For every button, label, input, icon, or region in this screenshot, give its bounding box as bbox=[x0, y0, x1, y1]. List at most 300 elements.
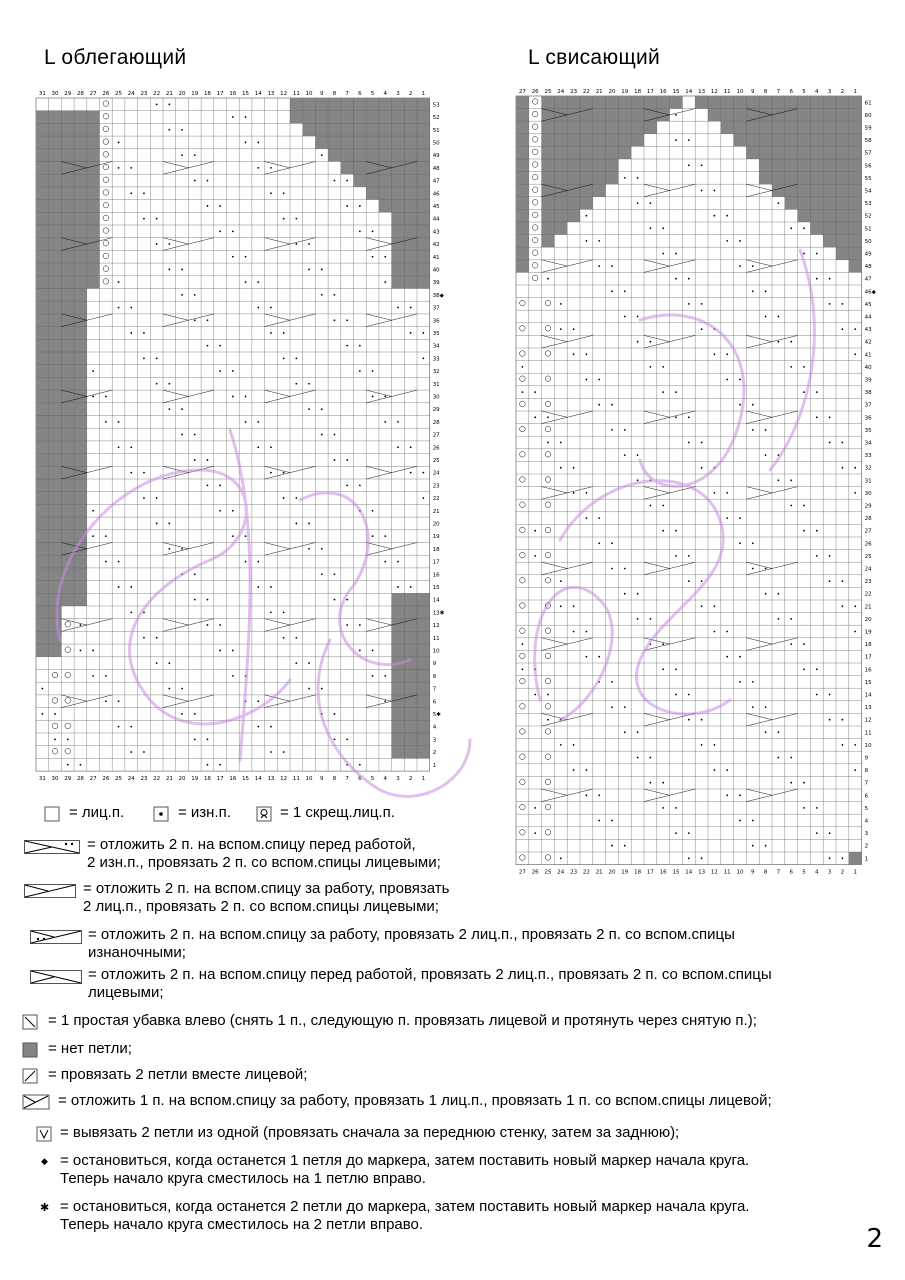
purl-mark bbox=[662, 366, 664, 368]
purl-mark bbox=[726, 517, 728, 519]
no-stitch-cell bbox=[417, 136, 430, 149]
purl-mark bbox=[650, 479, 652, 481]
no-stitch-cell bbox=[554, 134, 567, 147]
row-label: 30 bbox=[864, 490, 872, 497]
no-stitch-cell bbox=[849, 184, 862, 197]
no-stitch-cell bbox=[36, 162, 49, 175]
purl-mark bbox=[790, 366, 792, 368]
purl-mark bbox=[168, 103, 170, 105]
row-label: 4 bbox=[432, 724, 437, 731]
purl-mark bbox=[803, 227, 805, 229]
purl-mark bbox=[384, 700, 386, 702]
no-stitch-cell bbox=[593, 121, 606, 134]
no-stitch-cell bbox=[516, 121, 529, 134]
column-label: 10 bbox=[305, 91, 313, 97]
purl-mark bbox=[118, 700, 120, 702]
purl-mark bbox=[598, 265, 600, 267]
purl-mark bbox=[842, 857, 844, 859]
purl-mark bbox=[598, 794, 600, 796]
no-stitch-cell bbox=[746, 121, 759, 134]
no-stitch-cell bbox=[74, 568, 87, 581]
no-stitch-cell bbox=[392, 111, 405, 124]
row-label: 19 bbox=[432, 534, 440, 541]
row-label: 21 bbox=[432, 508, 440, 515]
no-stitch-cell bbox=[417, 619, 430, 632]
no-stitch-cell bbox=[328, 123, 341, 136]
purl-mark bbox=[688, 832, 690, 834]
purl-mark bbox=[54, 713, 56, 715]
column-label: 8 bbox=[763, 869, 768, 876]
no-stitch-cell bbox=[74, 225, 87, 238]
row-label: 10 bbox=[864, 742, 872, 749]
purl-mark bbox=[701, 442, 703, 444]
no-stitch-cell bbox=[49, 543, 62, 556]
no-stitch-cell bbox=[810, 172, 823, 185]
row-label: 46◆ bbox=[864, 289, 876, 296]
no-stitch-cell bbox=[849, 197, 862, 210]
no-stitch-cell bbox=[404, 225, 417, 238]
no-stitch-cell bbox=[417, 98, 430, 111]
purl-mark bbox=[752, 845, 754, 847]
no-stitch-cell bbox=[554, 184, 567, 197]
column-label: 4 bbox=[383, 776, 387, 783]
no-stitch-cell bbox=[404, 720, 417, 733]
no-stitch-cell bbox=[61, 238, 74, 251]
no-stitch-cell bbox=[836, 146, 849, 159]
purl-mark bbox=[714, 328, 716, 330]
purl-mark bbox=[422, 332, 424, 334]
no-stitch-cell bbox=[404, 695, 417, 708]
purl-mark bbox=[130, 332, 132, 334]
row-label: 1 bbox=[864, 856, 869, 863]
purl-mark bbox=[778, 731, 780, 733]
purl-mark bbox=[803, 668, 805, 670]
no-stitch-cell bbox=[810, 184, 823, 197]
purl-mark bbox=[598, 240, 600, 242]
no-stitch-cell bbox=[798, 134, 811, 147]
purl-mark bbox=[522, 366, 524, 368]
no-stitch-cell bbox=[366, 174, 379, 187]
chart-title-left: L облегающий bbox=[44, 46, 187, 69]
no-stitch-cell bbox=[516, 247, 529, 260]
purl-mark bbox=[245, 281, 247, 283]
row-label: 20 bbox=[432, 521, 440, 528]
row-label: 48 bbox=[432, 165, 440, 172]
row-label: 8 bbox=[864, 768, 869, 775]
row-label: 24 bbox=[432, 470, 440, 477]
purl-mark bbox=[534, 807, 536, 809]
no-stitch-cell bbox=[606, 96, 619, 109]
no-stitch-cell bbox=[542, 209, 555, 222]
no-stitch-cell bbox=[746, 109, 759, 122]
no-stitch-cell bbox=[516, 172, 529, 185]
no-stitch-cell bbox=[593, 96, 606, 109]
legend-cable-d-line2: лицевыми; bbox=[88, 984, 164, 1001]
purl-mark bbox=[359, 345, 361, 347]
purl-mark bbox=[586, 794, 588, 796]
no-stitch-cell bbox=[49, 492, 62, 505]
purl-mark bbox=[765, 845, 767, 847]
no-stitch-cell bbox=[303, 111, 316, 124]
no-stitch-cell bbox=[49, 200, 62, 213]
no-stitch-cell bbox=[379, 200, 392, 213]
row-label: 26 bbox=[864, 541, 872, 548]
purl-mark bbox=[726, 656, 728, 658]
purl-mark bbox=[560, 605, 562, 607]
purl-mark bbox=[752, 404, 754, 406]
no-stitch-cell bbox=[554, 222, 567, 235]
purl-mark bbox=[67, 764, 69, 766]
column-label: 20 bbox=[608, 869, 616, 876]
no-stitch-cell bbox=[849, 121, 862, 134]
column-label: 21 bbox=[595, 869, 603, 876]
row-label: 33 bbox=[864, 453, 872, 460]
no-stitch-cell bbox=[417, 606, 430, 619]
no-stitch-cell bbox=[554, 172, 567, 185]
column-label: 17 bbox=[646, 869, 654, 876]
purl-mark bbox=[598, 656, 600, 658]
no-stitch-cell bbox=[404, 276, 417, 289]
knitting-chart-left bbox=[30, 86, 450, 786]
no-stitch-cell bbox=[74, 263, 87, 276]
no-stitch-cell bbox=[798, 197, 811, 210]
no-stitch-cell bbox=[366, 98, 379, 111]
row-label: 22 bbox=[864, 591, 872, 598]
no-stitch-cell bbox=[392, 657, 405, 670]
no-stitch-cell bbox=[849, 209, 862, 222]
purl-mark bbox=[765, 429, 767, 431]
purl-mark bbox=[573, 631, 575, 633]
legend-cross-1-label: = отложить 1 п. на вспом.спицу за работу, провязать 1 лиц.п., провязать 1 п. со вспом.спицы лицевой; bbox=[58, 1092, 772, 1109]
no-stitch-cell bbox=[341, 123, 354, 136]
no-stitch-cell bbox=[542, 197, 555, 210]
no-stitch-cell bbox=[74, 492, 87, 505]
purl-mark bbox=[295, 218, 297, 220]
no-stitch-cell bbox=[49, 390, 62, 403]
purl-mark bbox=[334, 319, 336, 321]
purl-mark bbox=[384, 561, 386, 563]
no-stitch-cell bbox=[36, 619, 49, 632]
purl-mark bbox=[181, 434, 183, 436]
row-label: 49 bbox=[432, 153, 440, 160]
no-stitch-cell bbox=[61, 466, 74, 479]
no-stitch-cell bbox=[392, 149, 405, 162]
purl-mark bbox=[295, 497, 297, 499]
no-stitch-cell bbox=[36, 276, 49, 289]
no-stitch-cell bbox=[49, 619, 62, 632]
no-stitch-cell bbox=[567, 184, 580, 197]
no-stitch-cell bbox=[87, 225, 100, 238]
no-stitch-cell bbox=[695, 96, 708, 109]
no-stitch-cell bbox=[61, 428, 74, 441]
purl-mark bbox=[41, 688, 43, 690]
purl-mark bbox=[207, 459, 209, 461]
no-stitch-cell bbox=[49, 517, 62, 530]
no-stitch-cell bbox=[74, 428, 87, 441]
column-label: 14 bbox=[685, 89, 693, 95]
column-label: 9 bbox=[320, 776, 324, 783]
no-stitch-cell bbox=[87, 263, 100, 276]
legend-k2tog-label: = провязать 2 петли вместе лицевой; bbox=[48, 1066, 308, 1083]
no-stitch-cell bbox=[670, 96, 683, 109]
no-stitch-cell bbox=[404, 187, 417, 200]
no-stitch-cell bbox=[810, 159, 823, 172]
purl-mark bbox=[688, 139, 690, 141]
purl-mark bbox=[611, 568, 613, 570]
no-stitch-cell bbox=[417, 174, 430, 187]
row-label: 25 bbox=[864, 553, 872, 560]
no-stitch-cell bbox=[580, 96, 593, 109]
purl-mark bbox=[346, 599, 348, 601]
no-stitch-cell bbox=[785, 146, 798, 159]
purl-mark bbox=[308, 243, 310, 245]
no-stitch-cell bbox=[823, 96, 836, 109]
increase-symbol-icon bbox=[36, 1126, 52, 1142]
purl-mark bbox=[586, 656, 588, 658]
no-stitch-cell bbox=[341, 111, 354, 124]
purl-mark bbox=[624, 316, 626, 318]
page-number: 2 bbox=[866, 1224, 883, 1254]
no-stitch-cell bbox=[49, 238, 62, 251]
no-stitch-cell bbox=[392, 644, 405, 657]
ssk-symbol-icon bbox=[22, 1014, 38, 1030]
purl-mark bbox=[675, 416, 677, 418]
no-stitch-cell bbox=[404, 746, 417, 759]
purl-mark bbox=[675, 555, 677, 557]
purl-mark bbox=[359, 370, 361, 372]
no-stitch-cell bbox=[836, 172, 849, 185]
purl-mark bbox=[422, 357, 424, 359]
purl-mark bbox=[194, 180, 196, 182]
no-stitch-cell bbox=[36, 238, 49, 251]
purl-mark bbox=[829, 694, 831, 696]
row-label: 48 bbox=[864, 264, 872, 271]
no-stitch-cell bbox=[61, 479, 74, 492]
purl-mark bbox=[118, 726, 120, 728]
purl-mark bbox=[816, 555, 818, 557]
no-stitch-cell bbox=[49, 377, 62, 390]
column-label: 2 bbox=[840, 89, 845, 95]
no-stitch-cell bbox=[61, 593, 74, 606]
purl-mark bbox=[257, 700, 259, 702]
purl-mark bbox=[765, 706, 767, 708]
no-stitch-cell bbox=[74, 504, 87, 517]
purl-mark bbox=[624, 429, 626, 431]
column-label: 10 bbox=[736, 869, 744, 876]
no-stitch-cell bbox=[61, 225, 74, 238]
no-stitch-cell bbox=[36, 301, 49, 314]
purl-mark bbox=[573, 353, 575, 355]
no-stitch-cell bbox=[404, 98, 417, 111]
purl-mark bbox=[739, 820, 741, 822]
purl-mark bbox=[611, 429, 613, 431]
no-stitch-cell bbox=[392, 250, 405, 263]
row-label: 36 bbox=[864, 415, 872, 422]
purl-mark bbox=[675, 832, 677, 834]
no-stitch-cell bbox=[36, 225, 49, 238]
purl-mark bbox=[598, 681, 600, 683]
column-label: 15 bbox=[242, 776, 250, 783]
purl-mark bbox=[675, 391, 677, 393]
purl-mark bbox=[675, 278, 677, 280]
no-stitch-cell bbox=[404, 123, 417, 136]
no-stitch-cell bbox=[49, 416, 62, 429]
column-label: 24 bbox=[557, 869, 565, 876]
row-label: 5✱ bbox=[432, 711, 441, 718]
no-stitch-cell bbox=[580, 121, 593, 134]
purl-mark bbox=[662, 668, 664, 670]
no-stitch-cell bbox=[392, 123, 405, 136]
no-stitch-cell bbox=[74, 593, 87, 606]
column-label: 15 bbox=[242, 91, 250, 97]
no-stitch-cell bbox=[61, 314, 74, 327]
no-stitch-cell bbox=[61, 441, 74, 454]
purl-mark bbox=[854, 328, 856, 330]
purl-mark bbox=[701, 467, 703, 469]
purl-mark bbox=[308, 269, 310, 271]
column-label: 10 bbox=[736, 89, 744, 95]
no-stitch-cell bbox=[734, 109, 747, 122]
no-stitch-cell bbox=[36, 606, 49, 619]
no-stitch-cell bbox=[542, 109, 555, 122]
purl-mark bbox=[156, 357, 158, 359]
row-label: 17 bbox=[864, 654, 872, 661]
no-stitch-cell bbox=[36, 111, 49, 124]
no-stitch-cell bbox=[404, 250, 417, 263]
row-label: 9 bbox=[432, 661, 437, 668]
purl-mark bbox=[662, 253, 664, 255]
no-stitch-cell bbox=[392, 200, 405, 213]
column-label: 7 bbox=[776, 89, 781, 95]
row-label: 10 bbox=[432, 648, 440, 655]
no-stitch-cell bbox=[593, 172, 606, 185]
no-stitch-cell bbox=[61, 200, 74, 213]
no-stitch-cell bbox=[87, 276, 100, 289]
purl-mark bbox=[829, 442, 831, 444]
purl-mark bbox=[637, 177, 639, 179]
purl-mark bbox=[816, 807, 818, 809]
no-stitch-cell bbox=[61, 454, 74, 467]
no-stitch-cell bbox=[618, 134, 631, 147]
no-stitch-cell bbox=[74, 238, 87, 251]
row-label: 53 bbox=[864, 201, 872, 208]
column-label: 26 bbox=[102, 91, 110, 97]
purl-mark bbox=[168, 269, 170, 271]
no-stitch-cell bbox=[36, 479, 49, 492]
legend-cable-a-line2: 2 изн.п., провязать 2 п. со вспом.спицы лицевыми; bbox=[87, 854, 441, 871]
purl-mark bbox=[752, 820, 754, 822]
no-stitch-cell bbox=[417, 670, 430, 683]
no-stitch-cell bbox=[593, 109, 606, 122]
no-stitch-cell bbox=[61, 162, 74, 175]
no-stitch-cell bbox=[392, 682, 405, 695]
purl-mark bbox=[778, 757, 780, 759]
no-stitch-cell bbox=[36, 441, 49, 454]
column-label: 20 bbox=[608, 89, 616, 95]
no-stitch-cell bbox=[567, 197, 580, 210]
row-label: 27 bbox=[864, 528, 872, 535]
no-stitch-cell bbox=[798, 184, 811, 197]
purl-mark bbox=[790, 479, 792, 481]
purl-mark bbox=[130, 611, 132, 613]
purl-mark bbox=[283, 357, 285, 359]
column-label: 27 bbox=[518, 869, 526, 876]
purl-mark bbox=[232, 396, 234, 398]
purl-mark bbox=[397, 307, 399, 309]
chart-right-svg bbox=[510, 84, 880, 879]
purl-mark bbox=[829, 719, 831, 721]
row-label: 27 bbox=[432, 432, 440, 439]
purl-mark bbox=[778, 341, 780, 343]
no-stitch-cell bbox=[417, 263, 430, 276]
row-label: 49 bbox=[864, 251, 872, 258]
no-stitch-cell bbox=[759, 159, 772, 172]
no-stitch-cell bbox=[36, 212, 49, 225]
no-stitch-cell bbox=[74, 479, 87, 492]
purl-mark bbox=[688, 278, 690, 280]
column-label: 18 bbox=[634, 869, 642, 876]
purl-mark bbox=[662, 807, 664, 809]
purl-mark bbox=[219, 484, 221, 486]
no-stitch-cell bbox=[341, 98, 354, 111]
no-stitch-cell bbox=[404, 631, 417, 644]
purl-mark bbox=[156, 662, 158, 664]
no-stitch-cell bbox=[580, 184, 593, 197]
no-stitch-cell bbox=[36, 428, 49, 441]
purl-mark bbox=[662, 391, 664, 393]
purl-mark bbox=[168, 662, 170, 664]
column-label: 4 bbox=[383, 91, 387, 97]
no-stitch-cell bbox=[417, 276, 430, 289]
purl-mark bbox=[637, 316, 639, 318]
no-stitch-cell bbox=[315, 123, 328, 136]
no-stitch-cell bbox=[366, 162, 379, 175]
no-stitch-cell bbox=[87, 174, 100, 187]
row-label: 5 bbox=[864, 805, 869, 812]
row-label: 54 bbox=[864, 188, 872, 195]
purl-mark bbox=[359, 650, 361, 652]
no-stitch-cell bbox=[36, 555, 49, 568]
no-stitch-cell bbox=[554, 197, 567, 210]
no-stitch-cell bbox=[417, 111, 430, 124]
purl-mark bbox=[219, 370, 221, 372]
purl-mark bbox=[232, 650, 234, 652]
no-stitch-cell bbox=[74, 187, 87, 200]
purl-mark bbox=[397, 421, 399, 423]
column-label: 13 bbox=[267, 91, 275, 97]
purl-mark bbox=[359, 624, 361, 626]
no-stitch-cell bbox=[606, 159, 619, 172]
purl-mark bbox=[308, 408, 310, 410]
purl-mark bbox=[410, 586, 412, 588]
row-label: 6 bbox=[432, 699, 437, 706]
column-label: 6 bbox=[789, 869, 793, 876]
purl-mark bbox=[522, 391, 524, 393]
purl-mark bbox=[573, 492, 575, 494]
no-stitch-cell bbox=[849, 96, 862, 109]
legend-increase-label: = вывязать 2 петли из одной (провязать сначала за переднюю стенку, затем за заднюю); bbox=[60, 1124, 680, 1141]
no-stitch-cell bbox=[392, 174, 405, 187]
purl-mark bbox=[92, 675, 94, 677]
no-stitch-cell bbox=[392, 619, 405, 632]
purl-mark bbox=[194, 573, 196, 575]
purl-mark bbox=[410, 307, 412, 309]
no-stitch-cell bbox=[74, 352, 87, 365]
no-stitch-cell bbox=[836, 209, 849, 222]
purl-mark bbox=[245, 675, 247, 677]
no-stitch-cell bbox=[366, 111, 379, 124]
row-label: 52 bbox=[432, 115, 440, 122]
